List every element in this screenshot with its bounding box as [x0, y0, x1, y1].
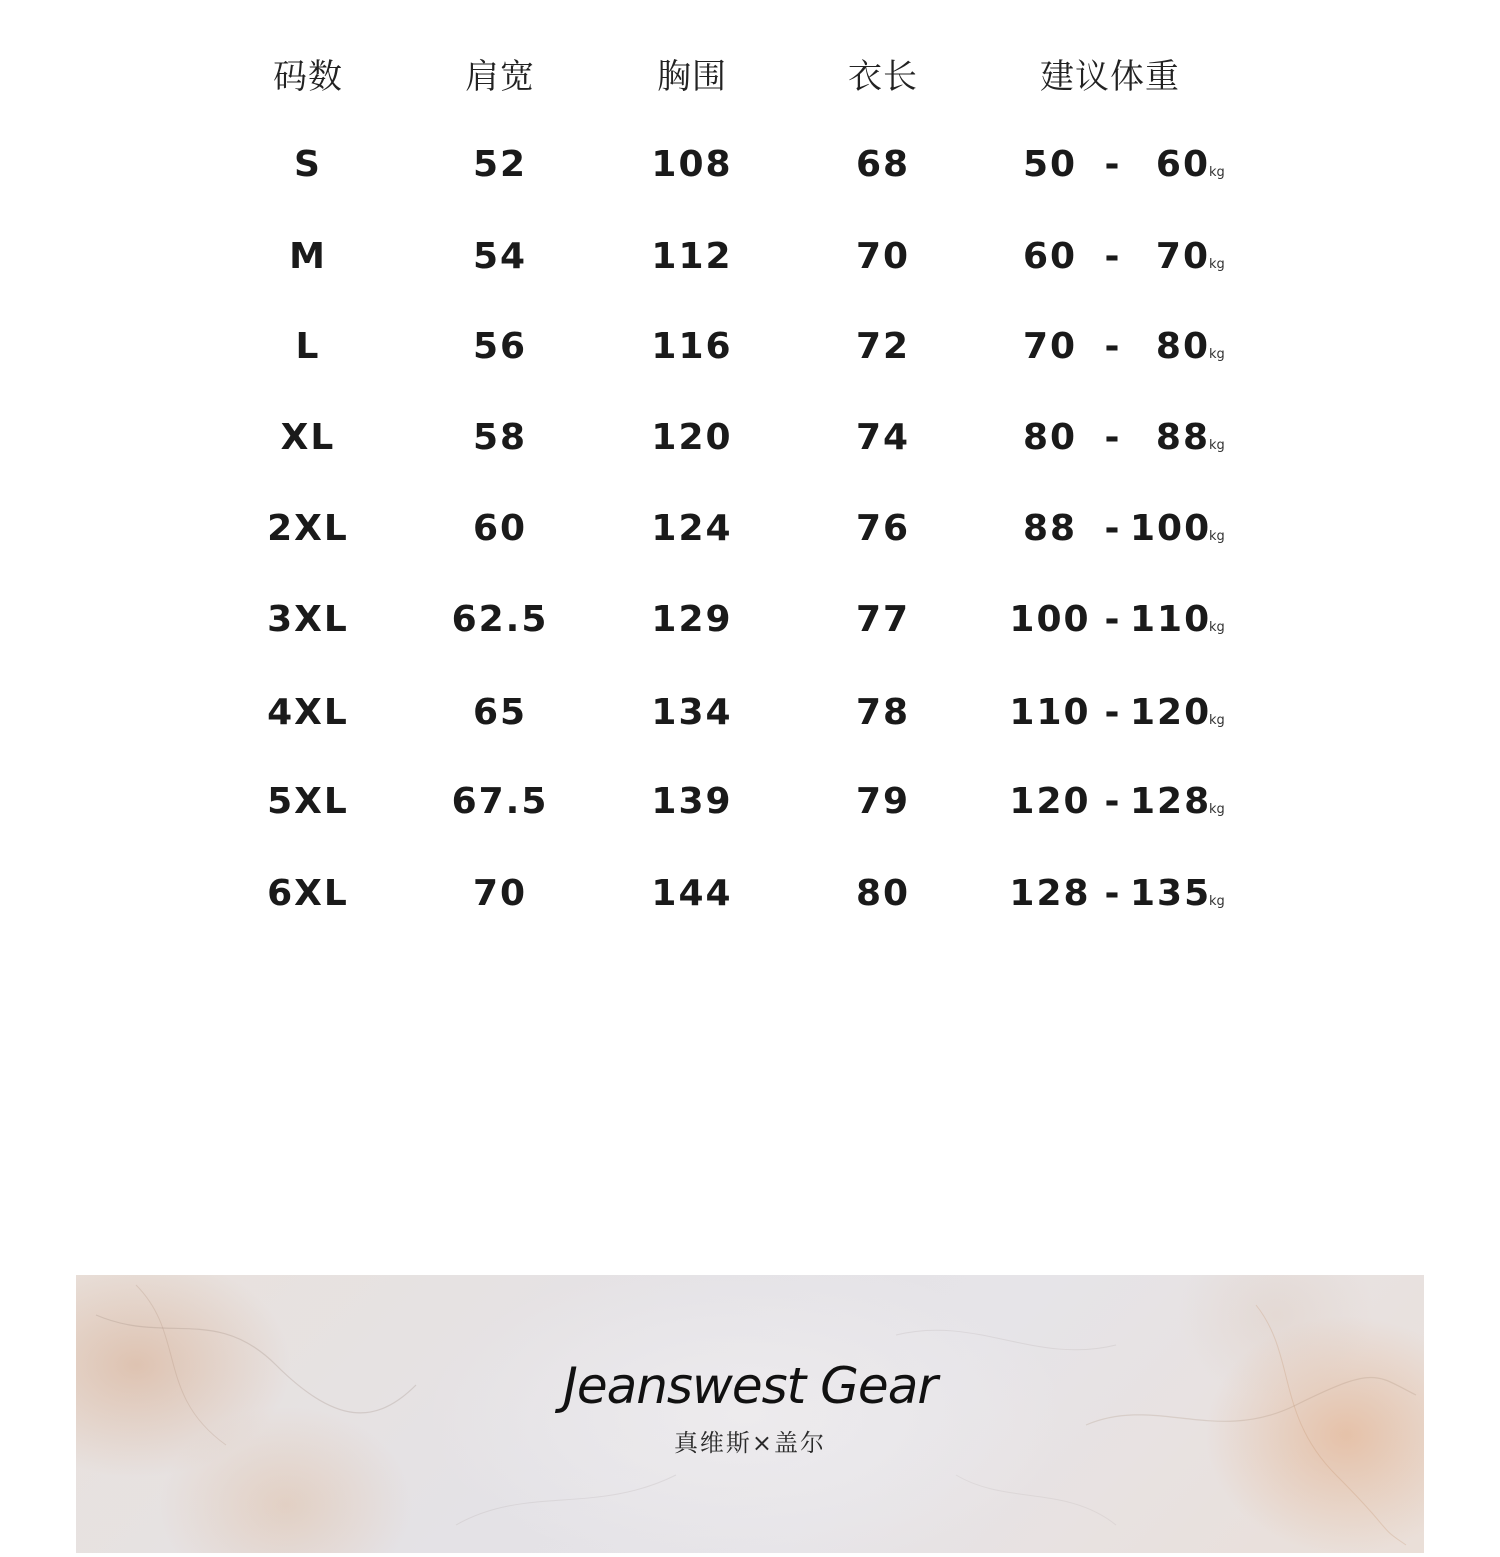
- weight-min-cell: 120: [1009, 781, 1091, 822]
- length-cell: 78: [855, 692, 911, 733]
- table-row: [0, 864, 1500, 924]
- size-cell: 6XL: [267, 873, 349, 914]
- weight-dash: -: [1104, 873, 1122, 914]
- length-cell: 72: [855, 326, 911, 367]
- weight-max-cell: 128: [1130, 781, 1212, 822]
- brand-banner: [76, 1275, 1424, 1553]
- chest-cell: 120: [651, 417, 733, 458]
- shoulder-cell: 56: [472, 326, 528, 367]
- shoulder-cell: 67.5: [451, 781, 549, 822]
- weight-max-cell: 80: [1155, 326, 1210, 367]
- weight-min-cell: 110: [1009, 692, 1091, 733]
- shoulder-cell: 60: [472, 508, 528, 549]
- header-chest: 胸围: [657, 57, 727, 97]
- chest-cell: 144: [651, 873, 733, 914]
- chest-cell: 134: [651, 692, 733, 733]
- size-cell: 3XL: [267, 599, 349, 640]
- weight-dash: -: [1104, 326, 1122, 367]
- size-cell: 4XL: [267, 692, 349, 733]
- weight-min-cell: 50: [1022, 144, 1078, 185]
- weight-max-cell: 70: [1155, 236, 1210, 277]
- chest-cell: 129: [651, 599, 733, 640]
- chest-cell: 108: [651, 144, 733, 185]
- length-cell: 77: [855, 599, 911, 640]
- weight-min-cell: 100: [1009, 599, 1091, 640]
- weight-min-cell: 80: [1022, 417, 1078, 458]
- chest-cell: 139: [651, 781, 733, 822]
- weight-min-cell: 70: [1022, 326, 1078, 367]
- weight-unit: kg: [1209, 894, 1225, 909]
- weight-min-cell: 88: [1022, 508, 1078, 549]
- brand-subtitle: 真维斯×盖尔: [673, 1429, 827, 1457]
- weight-dash: -: [1104, 692, 1122, 733]
- table-row: [0, 408, 1500, 468]
- shoulder-cell: 62.5: [451, 599, 549, 640]
- size-cell: L: [295, 326, 321, 367]
- chest-cell: 124: [651, 508, 733, 549]
- length-cell: 76: [855, 508, 911, 549]
- size-cell: S: [294, 144, 322, 185]
- header-size: 码数: [273, 57, 343, 97]
- shoulder-cell: 65: [472, 692, 528, 733]
- weight-dash: -: [1104, 599, 1122, 640]
- brand-logo: Jeanswest Gear: [563, 1357, 937, 1415]
- weight-unit: kg: [1209, 529, 1225, 544]
- table-row: [0, 772, 1500, 832]
- weight-unit: kg: [1209, 347, 1225, 362]
- table-row: [0, 135, 1500, 195]
- chest-cell: 116: [651, 326, 733, 367]
- weight-dash: -: [1104, 781, 1122, 822]
- size-cell: 2XL: [267, 508, 349, 549]
- table-row: [0, 590, 1500, 650]
- length-cell: 74: [855, 417, 911, 458]
- weight-unit: kg: [1209, 438, 1225, 453]
- weight-dash: -: [1104, 508, 1122, 549]
- chest-cell: 112: [651, 236, 733, 277]
- weight-unit: kg: [1209, 713, 1225, 728]
- table-row: [0, 499, 1500, 559]
- weight-max-cell: 135: [1130, 873, 1212, 914]
- shoulder-cell: 70: [472, 873, 528, 914]
- weight-dash: -: [1104, 236, 1122, 277]
- size-cell: XL: [280, 417, 336, 458]
- weight-unit: kg: [1209, 257, 1225, 272]
- weight-max-cell: 100: [1130, 508, 1212, 549]
- shoulder-cell: 52: [472, 144, 528, 185]
- header-shoulder-width: 肩宽: [465, 57, 535, 97]
- weight-max-cell: 88: [1155, 417, 1210, 458]
- table-row: [0, 227, 1500, 287]
- weight-min-cell: 60: [1022, 236, 1078, 277]
- table-row: [0, 683, 1500, 743]
- weight-dash: -: [1104, 417, 1122, 458]
- weight-min-cell: 128: [1009, 873, 1091, 914]
- weight-unit: kg: [1209, 620, 1225, 635]
- table-header-row: [0, 47, 1500, 107]
- shoulder-cell: 54: [472, 236, 528, 277]
- weight-max-cell: 60: [1155, 144, 1210, 185]
- length-cell: 80: [855, 873, 911, 914]
- length-cell: 70: [855, 236, 911, 277]
- weight-max-cell: 120: [1130, 692, 1212, 733]
- table-row: [0, 317, 1500, 377]
- weight-unit: kg: [1209, 802, 1225, 817]
- shoulder-cell: 58: [472, 417, 528, 458]
- size-cell: M: [289, 236, 327, 277]
- header-recommended-weight: 建议体重: [1040, 57, 1180, 97]
- length-cell: 79: [855, 781, 911, 822]
- weight-dash: -: [1104, 144, 1122, 185]
- length-cell: 68: [855, 144, 911, 185]
- weight-unit: kg: [1209, 165, 1225, 180]
- weight-max-cell: 110: [1130, 599, 1212, 640]
- size-cell: 5XL: [267, 781, 349, 822]
- header-length: 衣长: [848, 57, 918, 97]
